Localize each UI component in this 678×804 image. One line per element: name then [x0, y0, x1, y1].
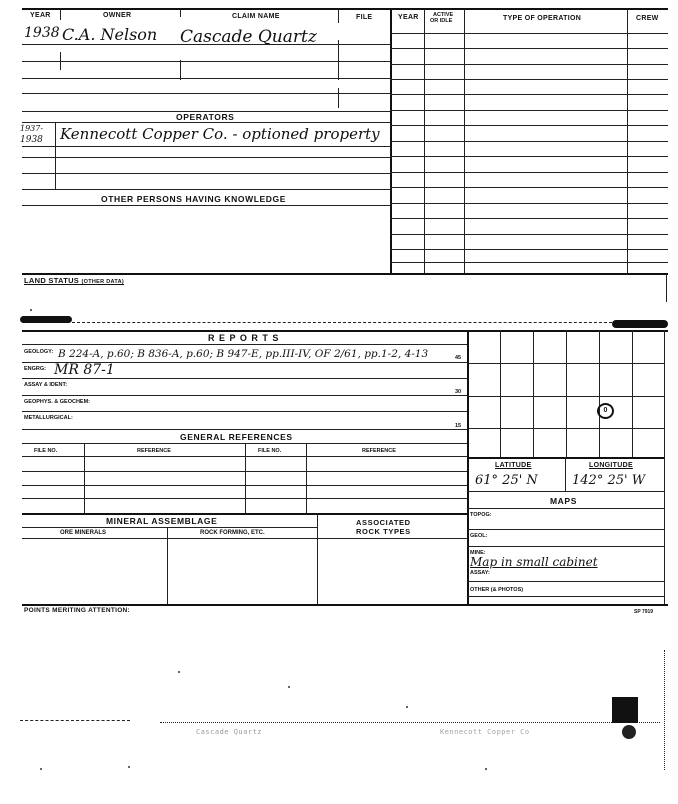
header-crew-label: CREW	[636, 15, 659, 22]
grid-line	[599, 330, 600, 457]
geophys-label: GEOPHYS. & GEOCHEM:	[24, 399, 91, 405]
scan-block	[612, 697, 638, 723]
land-status-top-border	[22, 273, 668, 275]
row-line	[22, 378, 467, 379]
divider	[180, 9, 181, 17]
other-photos-label: OTHER (& PHOTOS)	[470, 587, 524, 593]
grid-line	[467, 396, 664, 397]
header-active-label: ACTIVE	[433, 12, 454, 18]
row-line	[390, 156, 668, 157]
divider	[180, 60, 181, 80]
divider	[666, 274, 667, 302]
row-line	[22, 205, 390, 206]
divider	[60, 9, 61, 20]
grid-line	[632, 330, 633, 457]
row-line	[22, 122, 390, 123]
row-line	[22, 44, 390, 45]
maps-heading: MAPS	[550, 496, 577, 506]
general-references-heading: GENERAL REFERENCES	[180, 432, 293, 442]
land-status-title: LAND STATUS	[24, 276, 80, 285]
engrg-value: MR 87-1	[54, 362, 115, 378]
owner-entry-claim: Cascade Quartz	[180, 27, 317, 47]
ore-minerals-label: ORE MINERALS	[60, 530, 107, 536]
gr-reference-1: REFERENCE	[137, 448, 171, 454]
header-type-of-operation-label: TYPE OF OPERATION	[503, 15, 582, 22]
form-number: SP 7919	[634, 609, 654, 615]
mark-15: 15	[455, 423, 462, 429]
row-line	[467, 508, 664, 509]
speck	[40, 768, 42, 770]
scan-smear-right	[612, 320, 668, 328]
scan-line	[160, 722, 660, 723]
speck	[128, 766, 130, 768]
owner-entry-year: 1938	[24, 25, 60, 41]
row-line	[22, 344, 467, 345]
bleed-text-b: Kennecott Copper Co	[440, 728, 530, 736]
points-meriting-attention-label: POINTS MERITING ATTENTION:	[24, 607, 131, 614]
gr-file-no-2: FILE NO.	[258, 448, 282, 454]
scan-smear-left	[20, 316, 72, 323]
speck	[406, 706, 408, 708]
operators-entry: Kennecott Copper Co. - optioned property	[60, 125, 380, 143]
operators-year-2: 1938	[20, 135, 43, 145]
row-line	[22, 471, 467, 472]
bottom-border	[22, 604, 668, 606]
divider	[338, 40, 339, 80]
header-file-label: FILE	[356, 14, 373, 21]
metallurgical-label: METALLURGICAL:	[24, 415, 73, 421]
grid-line	[500, 330, 501, 457]
row-line	[22, 538, 467, 539]
divider	[338, 9, 339, 23]
reports-top-border	[22, 330, 668, 332]
grid-line	[664, 330, 665, 604]
row-line	[22, 429, 467, 430]
assay-map-label: ASSAY:	[470, 570, 490, 576]
row-line	[22, 173, 390, 174]
row-line	[390, 262, 668, 263]
row-line	[390, 234, 668, 235]
speck	[485, 768, 487, 770]
associated-label-1: ASSOCIATED	[356, 518, 411, 527]
top-border	[22, 8, 668, 10]
row-line	[22, 189, 390, 190]
row-line	[22, 498, 467, 499]
row-line	[72, 322, 612, 323]
rock-forming-label: ROCK FORMING, ETC.	[200, 530, 265, 536]
speck	[288, 686, 290, 688]
grid-line	[533, 330, 534, 457]
land-status-label	[24, 276, 124, 285]
operators-heading: OPERATORS	[176, 112, 235, 122]
gr-file-no-1: FILE NO.	[34, 448, 58, 454]
mine-value: Map in small cabinet	[470, 555, 598, 569]
row-line	[467, 529, 664, 530]
row-line	[390, 48, 668, 49]
row-line	[390, 141, 668, 142]
longitude-label: LONGITUDE	[589, 462, 633, 469]
row-line	[390, 172, 668, 173]
assay-label: ASSAY & IDENT:	[24, 382, 68, 388]
row-line	[22, 78, 390, 79]
grid-line	[467, 363, 664, 364]
row-line	[22, 395, 467, 396]
row-line	[390, 64, 668, 65]
scan-blot	[622, 725, 636, 739]
row-line	[467, 546, 664, 547]
latitude-value: 61° 25' N	[475, 473, 538, 488]
divider	[55, 122, 56, 190]
divider	[338, 88, 339, 108]
row-line	[22, 157, 390, 158]
row-line	[22, 485, 467, 486]
divider	[245, 443, 246, 514]
associated-label-2: ROCK TYPES	[356, 527, 411, 536]
scan-line	[20, 720, 130, 721]
bleed-text-a: Cascade Quartz	[196, 728, 263, 736]
row-line	[390, 79, 668, 80]
row-line	[390, 125, 668, 126]
location-marker: 0	[597, 403, 614, 419]
divider	[84, 443, 85, 514]
row-line	[22, 456, 467, 457]
owner-entry-owner: C.A. Nelson	[62, 25, 158, 44]
grid-line	[566, 330, 567, 457]
engrg-label: ENGRG:	[24, 366, 46, 372]
grid-line	[467, 428, 664, 429]
operators-year-1: 1937-	[20, 124, 44, 133]
divider	[565, 457, 566, 491]
row-line	[22, 61, 390, 62]
row-line	[467, 581, 664, 582]
mark-30: 30	[455, 389, 462, 395]
scan-edge	[664, 650, 665, 770]
topog-label: TOPOG:	[470, 512, 492, 518]
row-line	[390, 94, 668, 95]
speck	[30, 309, 32, 311]
row-line	[22, 513, 467, 515]
other-persons-heading: OTHER PERSONS HAVING KNOWLEDGE	[101, 194, 287, 204]
geology-value: B 224-A, p.60; B 836-A, p.60; B 947-E, pp.III-IV, OF 2/61, pp.1-2, 4-13	[58, 348, 429, 360]
row-line	[390, 249, 668, 250]
row-line	[390, 187, 668, 188]
row-line	[390, 110, 668, 111]
geol-label: GEOL:	[470, 533, 488, 539]
header-owner-label: OWNER	[103, 12, 132, 19]
reports-heading: R E P O R T S	[208, 333, 280, 343]
row-line	[390, 218, 668, 219]
speck	[178, 671, 180, 673]
row-line	[467, 491, 664, 492]
divider	[306, 443, 307, 514]
divider	[60, 52, 61, 70]
row-line	[22, 146, 390, 147]
mark-45: 45	[455, 355, 462, 361]
row-line	[390, 203, 668, 204]
row-line	[22, 527, 317, 528]
header-claim-name-label: CLAIM NAME	[232, 13, 280, 20]
longitude-value: 142° 25' W	[572, 473, 646, 488]
row-line	[22, 93, 390, 94]
reports-right-divider	[467, 330, 469, 605]
geology-label: GEOLOGY:	[24, 349, 54, 355]
gr-reference-2: REFERENCE	[362, 448, 396, 454]
row-line	[390, 33, 668, 34]
row-line	[22, 411, 467, 412]
row-line	[467, 596, 664, 597]
latitude-label: LATITUDE	[495, 462, 532, 469]
header-year-label: YEAR	[30, 12, 51, 19]
header-idle-label: OR IDLE	[430, 18, 453, 24]
land-status-sub: (OTHER DATA)	[81, 279, 124, 285]
mine-label: MINE:	[470, 550, 486, 556]
header-year2-label: YEAR	[398, 14, 419, 21]
divider	[317, 513, 318, 604]
mineral-assemblage-heading: MINERAL ASSEMBLAGE	[106, 516, 218, 526]
